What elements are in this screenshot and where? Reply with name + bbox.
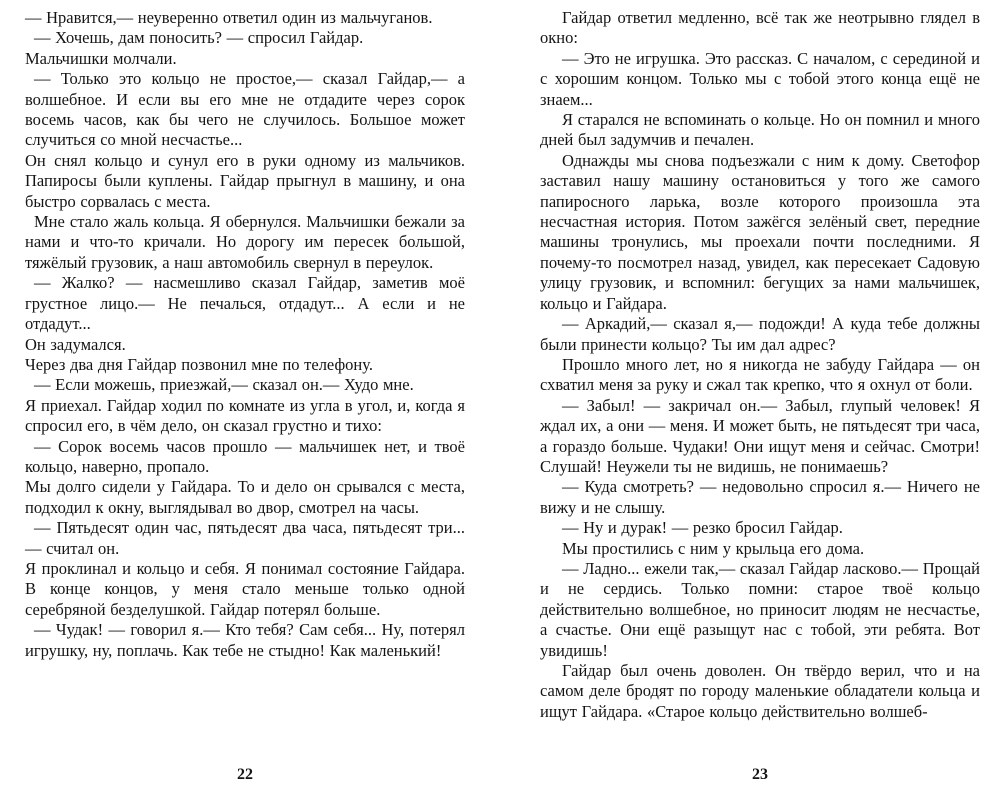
paragraph: Он задумался. — [25, 334, 126, 354]
paragraph: — Жалко? — насмешливо сказал Гайдар, заметив моё грустное лицо.— Не печалься, отдадут... А если и не отдадут... — [25, 273, 465, 334]
paragraph: — Пятьдесят один час, пятьдесят два часа, пятьдесят три...— считал он. — [25, 518, 465, 558]
page-number: 22 — [237, 766, 253, 783]
paragraph: Гайдар был очень доволен. Он твёрдо верил, что и на самом деле бродят по городу маленькие обладатели кольца и ищут Гайдара. «Старое кольцо действительно волшеб- — [540, 661, 980, 721]
paragraph: Однажды мы снова подъезжали с ним к дому. Светофор заставил нашу машину остановиться у того же самого папиросного ларька, возле которого произошла эта несчастная история. Потом зажёгся зелёный свет, передние машины тронулись, мы проехали почти последними. Я почему-то посмотрел назад, увидел, как пересекает Садовую улицу грузовик, и вспомнил: бегущих за нами мальчишек, кольцо и Гайдара. — [540, 150, 980, 313]
paragraph: Через два дня Гайдар позвонил мне по телефону. — [25, 354, 373, 374]
paragraph: Я старался не вспоминать о кольце. Но он помнил и много дней был задумчив и печален. — [540, 110, 980, 150]
paragraph: — Забыл! — закричал он.— Забыл, глупый человек! Я ждал их, а они — меня. И может быть, не пятьдесят три часа, а гораздо больше. Чудаки! Они ищут меня и сейчас. Смотри! Слушай! Неужели ты не видишь, не понимаешь? — [540, 395, 980, 476]
paragraph: — Если можешь, приезжай,— сказал он.— Худо мне. — [34, 375, 414, 395]
paragraph: Я проклинал и кольцо и себя. Я понимал состояние Гайдара. В конце концов, у меня стало меньше только одной серебряной безделушкой. Гайдар потерял больше. — [25, 558, 465, 619]
paragraph: — Только это кольцо не простое,— сказал Гайдар,— а волшебное. И если вы его мне не отдадите через сорок восемь часов, как бы чего не случилось. Большое может случиться со мной несчастье... — [25, 69, 465, 150]
paragraph: Он снял кольцо и сунул его в руки одному из мальчиков. Папиросы были куплены. Гайдар прыгнул в машину, и она быстро сорвалась с места. — [25, 150, 465, 211]
paragraph: Мне стало жаль кольца. Я обернулся. Мальчишки бежали за нами и что-то кричали. Но дорогу им пересек большой, тяжёлый грузовик, а наш автомобиль свернул в переулок. — [25, 212, 465, 272]
paragraph: — Чудак! — говорил я.— Кто тебя? Сам себя... Ну, потерял игрушку, ну, поплачь. Как тебе не стыдно! Как маленький! — [25, 620, 465, 660]
left-page — [25, 8, 465, 800]
paragraph: — Аркадий,— сказал я,— подожди! А куда тебе должны были принести кольцо? Ты им дал адрес? — [540, 314, 980, 354]
paragraph: — Ладно... ежели так,— сказал Гайдар ласково.— Прощай и не сердись. Только помни: старое твоё кольцо действительно волшебное, но приносит людям не несчастье, а счастье. Они ещё разыщут нас с тобой, эти ребята. Вот увидишь! — [540, 558, 980, 660]
paragraph: Мальчишки молчали. — [25, 48, 177, 68]
paragraph: — Нравится,— неуверенно ответил один из мальчуганов. — [25, 8, 433, 27]
paragraph: — Ну и дурак! — резко бросил Гайдар. — [562, 518, 843, 538]
paragraph: — Это не игрушка. Это рассказ. С началом, с серединой и с хорошим концом. Только мы с тобой этого конца ещё не знаем... — [540, 48, 980, 109]
paragraph: Мы простились с ним у крыльца его дома. — [562, 538, 865, 558]
right-text-block — [540, 8, 980, 722]
paragraph: Прошло много лет, но я никогда не забуду Гайдара — он схватил меня за руку и сжал так крепко, что я охнул от боли. — [540, 354, 980, 395]
paragraph: — Хочешь, дам поносить? — спросил Гайдар. — [34, 28, 364, 48]
paragraph: — Куда смотреть? — недовольно спросил я.— Ничего не вижу и не слышу. — [540, 477, 980, 517]
paragraph: Мы долго сидели у Гайдара. То и дело он срывался с места, подходил к окну, выглядывал во двор, смотрел на часы. — [25, 477, 465, 517]
paragraph: — Сорок восемь часов прошло — мальчишек нет, и твоё кольцо, наверно, пропало. — [25, 436, 465, 476]
right-page — [540, 8, 980, 800]
paragraph: Я приехал. Гайдар ходил по комнате из угла в угол, и, когда я спросил его, в чём дело, он сказал грустно и тихо: — [25, 395, 465, 436]
paragraph: Гайдар ответил медленно, всё так же неотрывно глядел в окно: — [540, 8, 980, 48]
left-text-block — [25, 8, 465, 661]
page-number: 23 — [752, 766, 768, 783]
